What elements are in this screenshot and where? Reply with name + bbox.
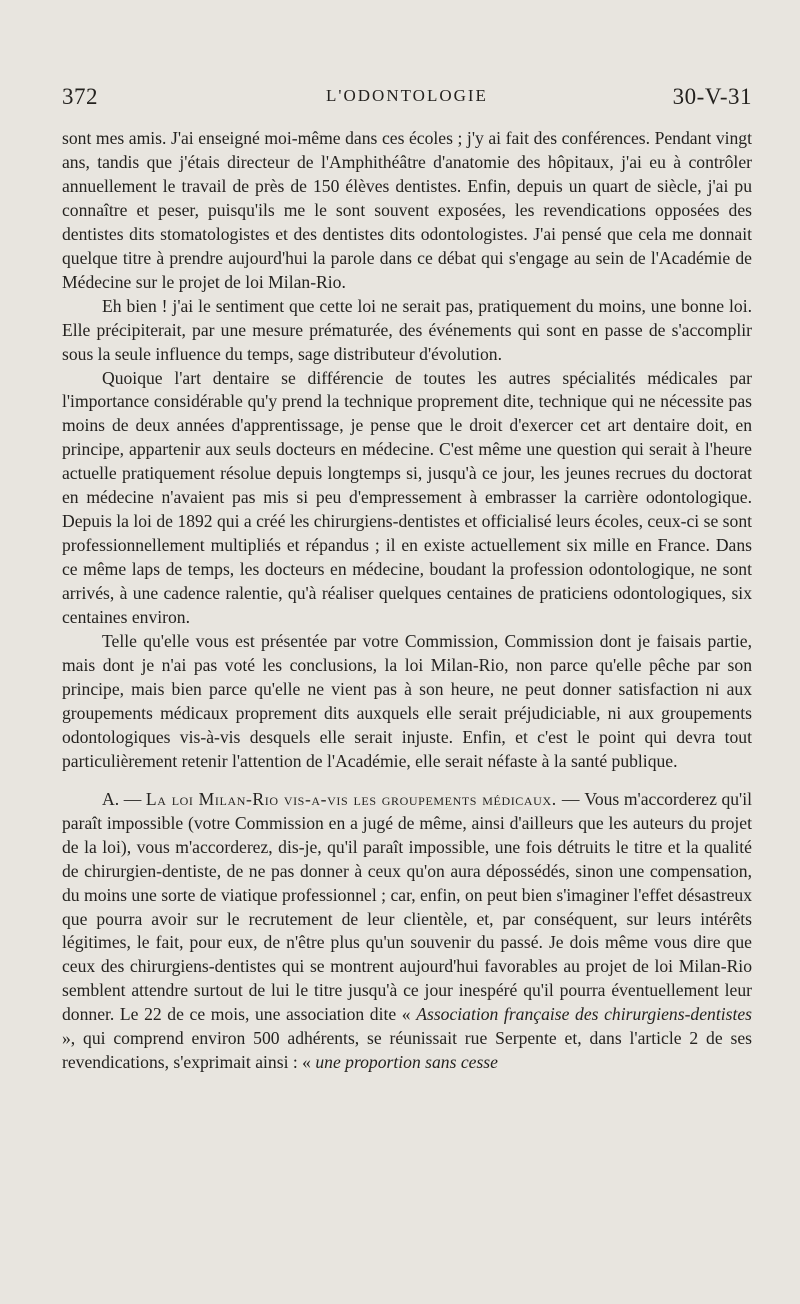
quote-start: une proportion sans cesse (315, 1052, 498, 1073)
section-a-paragraph (62, 788, 752, 1075)
section-heading: La loi Milan-Rio vis-a-vis les groupements médicaux. — (145, 788, 581, 809)
paragraph: Quoique l'art dentaire se différencie de toutes les autres spécialités médicales par l'importance considérable qu'y prend la technique proprement dite, technique qui ne nécessite pas moins de deux années d'apprentissage, je pense que le droit d'exercer cet art dentaire doit, en principe, appartenir aux seuls docteurs en médecine. C'est même une question qui serait à l'heure actuelle pratiquement résolue depuis longtemps si, jusqu'à ce jour, les jeunes recrues du doctorat en médecine n'avaient pas mis si peu d'empressement à embrasser la carrière odontologique. Depuis la loi de 1892 qui a créé les chirurgiens-dentistes et officialisé leurs écoles, ceux-ci se sont professionnellement multipliés et répandus ; il en existe actuellement six mille en France. Dans ce même laps de temps, les docteurs en médecine, boudant la profession odontologique, ne sont arrivés, à une cadence ralentie, qu'à réaliser quelques centaines de praticiens odontologiques, six centaines environ. (62, 367, 752, 628)
body-text (62, 127, 752, 1075)
section-text-continued: », qui comprend environ 500 adhérents, se réunissait rue Serpente et, dans l'article 2 de ses revendications, s'exprimait ainsi : « (62, 1028, 752, 1073)
section-text: Vous m'accorderez qu'il paraît impossible (votre Commission en a jugé de même, ainsi d'ailleurs que les auteurs du projet de la loi), vous m'accorderez, dis-je, qu'il paraît impossible, une fois détruits le titre et la qualité de chirurgien-dentiste, de ne pas donner à ceux qu'on aura dépossédés, sinon une compensation, du moins une sorte de viatique professionnel ; car, enfin, on peut bien s'imaginer l'effet désastreux que pourra avoir sur le recrutement de leur clientèle, et, par conséquent, sur leurs intérêts légitimes, le fait, pour eux, de n'être plus qu'un souvenir du passé. Je dois même vous dire que ceux des chirurgiens-dentistes qui se montrent aujourd'hui favorables au projet de loi Milan-Rio semblent attendre surtout de lui le titre jusqu'à ce jour inespéré qu'il pourra éventuellement leur donner. Le 22 de ce mois, une association dite « (62, 788, 753, 1025)
page-number: 372 (62, 84, 98, 109)
paragraph: sont mes amis. J'ai enseigné moi-même dans ces écoles ; j'y ai fait des conférences. Pendant vingt ans, tandis que j'étais directeur de l'Amphithéâtre d'anatomie des hôpitaux, j'ai eu à contrôler annuellement le travail de près de 150 élèves dentistes. Enfin, depuis un quart de siècle, j'ai pu connaître et peser, puisqu'ils me le sont souvent exposées, les revendications opposées des dentistes dits stomatologistes et des dentistes dits odontologistes. J'ai pensé que cela me donnait quelque titre à prendre aujourd'hui la parole dans ce débat qui s'engage au sein de l'Académie de Médecine sur le projet de loi Milan-Rio. (62, 128, 752, 292)
running-title: L'ODONTOLOGIE (326, 86, 488, 105)
section-letter: A. — (102, 788, 142, 809)
paragraph: Eh bien ! j'ai le sentiment que cette loi ne serait pas, pratiquement du moins, une bonne loi. Elle précipiterait, par une mesure prématurée, des événements qui sont en passe de s'accomplir sous la seule influence du temps, sage distributeur d'évolution. (62, 295, 752, 364)
issue-date: 30-V-31 (672, 84, 752, 109)
page-header (62, 84, 752, 112)
association-name: Association française des chirurgiens-dentistes (416, 1004, 752, 1025)
paragraph: Telle qu'elle vous est présentée par votre Commission, Commission dont je faisais partie, mais dont je n'ai pas voté les conclusions, la loi Milan-Rio, non parce qu'elle pêche par son principe, mais bien parce qu'elle ne vient pas à son heure, ne peut donner satisfaction ni aux groupements médicaux proprement dits auxquels elle serait préjudiciable, ni aux groupements odontologiques vis-à-vis desquels elle serait injuste. Enfin, et c'est le point qui devra tout particulièrement retenir l'attention de l'Académie, elle serait néfaste à la santé publique. (62, 631, 752, 771)
